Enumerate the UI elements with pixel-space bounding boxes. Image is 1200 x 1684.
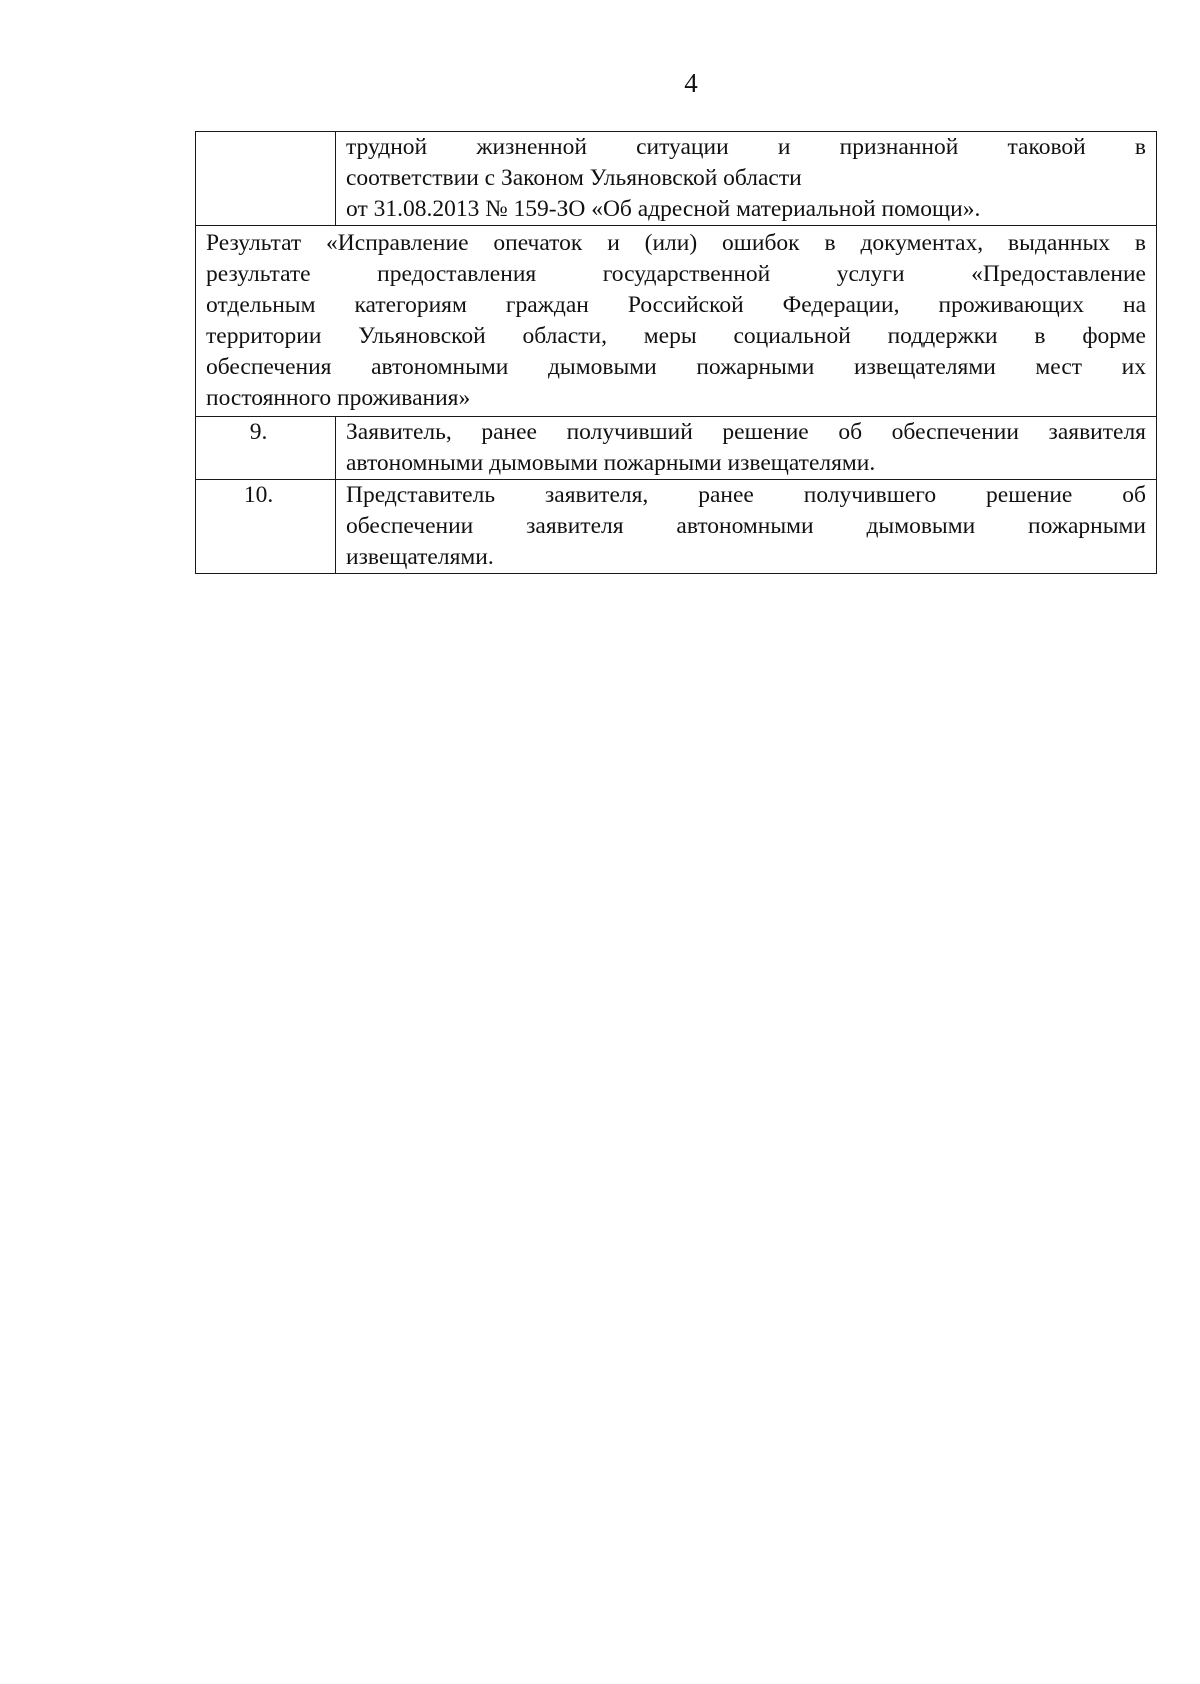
row-number-cell — [196, 132, 336, 226]
text-line: обеспечении заявителя автономными дымовыми пожарными — [346, 513, 1146, 539]
text-line: соответствии с Законом Ульяновской области — [346, 165, 802, 191]
text-line: извещателями. — [346, 544, 494, 570]
applicants-table — [195, 131, 1157, 574]
heading-line: отдельным категориям граждан Российской Федерации, проживающих на — [206, 292, 1146, 318]
table-row — [196, 480, 1157, 574]
table-row-continuation — [196, 132, 1157, 226]
heading-line: постоянного проживания» — [206, 385, 471, 411]
text-line: трудной жизненной ситуации и признанной таковой в — [346, 134, 1146, 160]
result-heading-cell — [196, 226, 1157, 417]
heading-line: территории Ульяновской области, меры социальной поддержки в форме — [206, 323, 1146, 349]
heading-line: результате предоставления государственной услуги «Предоставление — [206, 261, 1146, 287]
text-line: автономными дымовыми пожарными извещателями. — [346, 450, 876, 476]
heading-line: Результат «Исправление опечаток и (или) ошибок в документах, выданных в — [206, 230, 1146, 256]
row-text-cell — [336, 132, 1157, 226]
row-number-cell: 9. — [196, 417, 336, 480]
text-line: от 31.08.2013 № 159-ЗО «Об адресной материальной помощи». — [346, 196, 981, 222]
text-line: Заявитель, ранее получивший решение об обеспечении заявителя — [346, 419, 1146, 445]
text-line: Представитель заявителя, ранее получившего решение об — [346, 482, 1146, 508]
table-row — [196, 417, 1157, 480]
heading-line: обеспечения автономными дымовыми пожарными извещателями мест их — [206, 354, 1146, 380]
row-text-cell — [336, 417, 1157, 480]
page-number: 4 — [684, 68, 698, 98]
row-number-cell: 10. — [196, 480, 336, 574]
table-row-result-heading — [196, 226, 1157, 417]
row-text-cell — [336, 480, 1157, 574]
